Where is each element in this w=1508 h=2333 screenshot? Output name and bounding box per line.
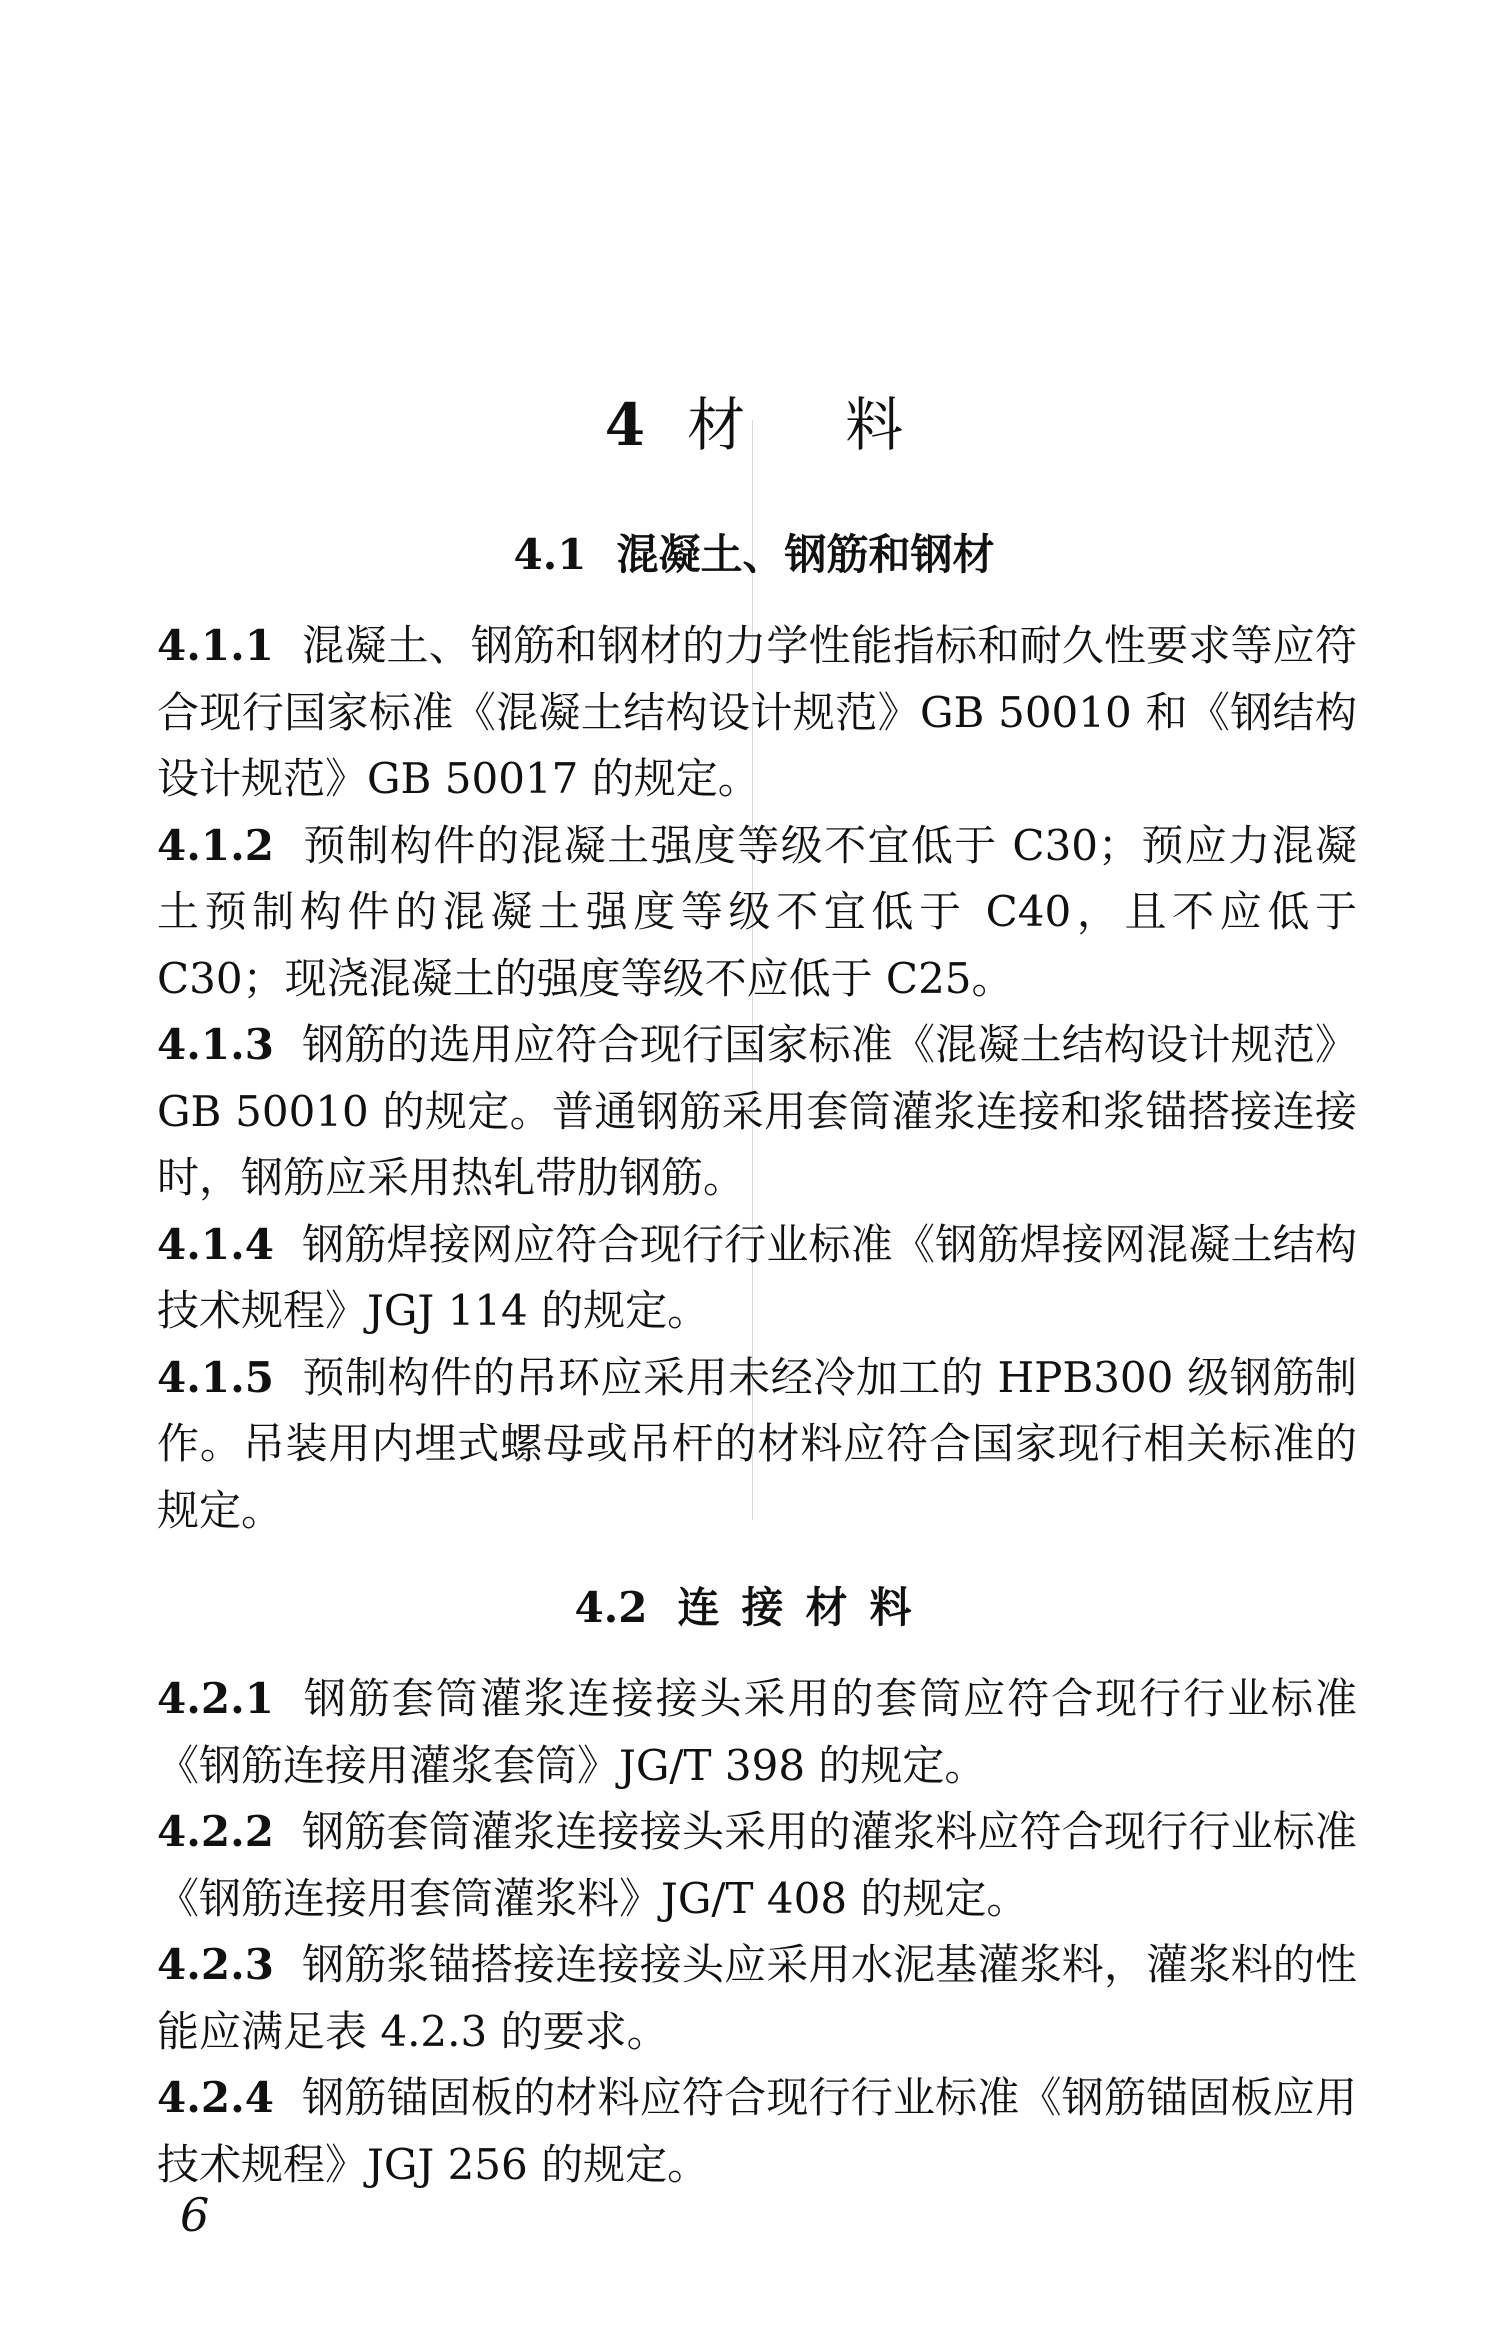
clause-number: 4.1.5 bbox=[157, 1352, 274, 1402]
section-heading-4-2 bbox=[0, 1578, 1508, 1638]
clause-4-1-1 bbox=[157, 613, 1357, 813]
chapter-heading bbox=[0, 385, 1508, 465]
clause-text: 钢筋焊接网应符合现行行业标准《钢筋焊接网混凝土结构技术规程》JGJ 114 的规定。 bbox=[157, 1219, 1357, 1335]
clause-number: 4.2.1 bbox=[157, 1674, 274, 1723]
clause-text: 钢筋套筒灌浆连接接头采用的灌浆料应符合现行行业标准《钢筋连接用套筒灌浆料》JG/T 408 的规定。 bbox=[157, 1807, 1357, 1923]
clause-text: 钢筋锚固板的材料应符合现行行业标准《钢筋锚固板应用技术规程》JGJ 256 的规定。 bbox=[157, 2073, 1357, 2189]
clause-text: 钢筋浆锚搭接连接接头应采用水泥基灌浆料，灌浆料的性能应满足表 4.2.3 的要求。 bbox=[157, 1940, 1357, 2056]
page-number: 6 bbox=[180, 2188, 210, 2242]
clause-text: 钢筋的选用应符合现行国家标准《混凝土结构设计规范》GB 50010 的规定。普通钢筋采用套筒灌浆连接和浆锚搭接连接时，钢筋应采用热轧带肋钢筋。 bbox=[157, 1020, 1357, 1202]
clause-4-2-1 bbox=[157, 1666, 1357, 1799]
section-number: 4.2 bbox=[574, 1583, 648, 1632]
section-title: 混凝土、钢筋和钢材 bbox=[616, 530, 995, 579]
chapter-title-char-1: 材 bbox=[687, 391, 746, 459]
clause-4-2-3 bbox=[157, 1932, 1357, 2065]
clause-number: 4.2.4 bbox=[157, 2073, 274, 2122]
clause-number: 4.1.4 bbox=[157, 1219, 274, 1269]
clause-number: 4.1.3 bbox=[157, 1020, 274, 1069]
clause-4-1-4 bbox=[157, 1212, 1357, 1345]
clause-number: 4.2.3 bbox=[157, 1940, 274, 1989]
clause-text: 预制构件的吊环应采用未经冷加工的 HPB300 级钢筋制作。吊装用内埋式螺母或吊杆的材料应符合国家现行相关标准的规定。 bbox=[157, 1352, 1357, 1535]
section-4-1-clauses bbox=[157, 613, 1357, 1544]
section-title: 连接材料 bbox=[677, 1583, 934, 1632]
clause-text: 混凝土、钢筋和钢材的力学性能指标和耐久性要求等应符合现行国家标准《混凝土结构设计规范》GB 50010 和《钢结构设计规范》GB 50017 的规定。 bbox=[157, 621, 1357, 803]
clause-number: 4.1.1 bbox=[157, 621, 274, 670]
clause-4-1-3 bbox=[157, 1012, 1357, 1212]
clause-4-1-2 bbox=[157, 813, 1357, 1013]
clause-text: 钢筋套筒灌浆连接接头采用的套筒应符合现行行业标准《钢筋连接用灌浆套筒》JG/T 398 的规定。 bbox=[157, 1674, 1357, 1790]
section-heading-4-1 bbox=[0, 525, 1508, 585]
section-number: 4.1 bbox=[513, 530, 587, 579]
chapter-number: 4 bbox=[604, 391, 646, 459]
section-4-2-clauses bbox=[157, 1666, 1357, 2198]
clause-4-2-4 bbox=[157, 2065, 1357, 2198]
clause-4-1-5 bbox=[157, 1345, 1357, 1545]
clause-4-2-2 bbox=[157, 1799, 1357, 1932]
clause-text: 预制构件的混凝土强度等级不宜低于 C30；预应力混凝土预制构件的混凝土强度等级不宜低于 C40，且不应低于 C30；现浇混凝土的强度等级不应低于 C25。 bbox=[157, 820, 1357, 1003]
chapter-title-char-2: 料 bbox=[845, 391, 904, 459]
clause-number: 4.2.2 bbox=[157, 1807, 274, 1856]
clause-number: 4.1.2 bbox=[157, 820, 274, 870]
